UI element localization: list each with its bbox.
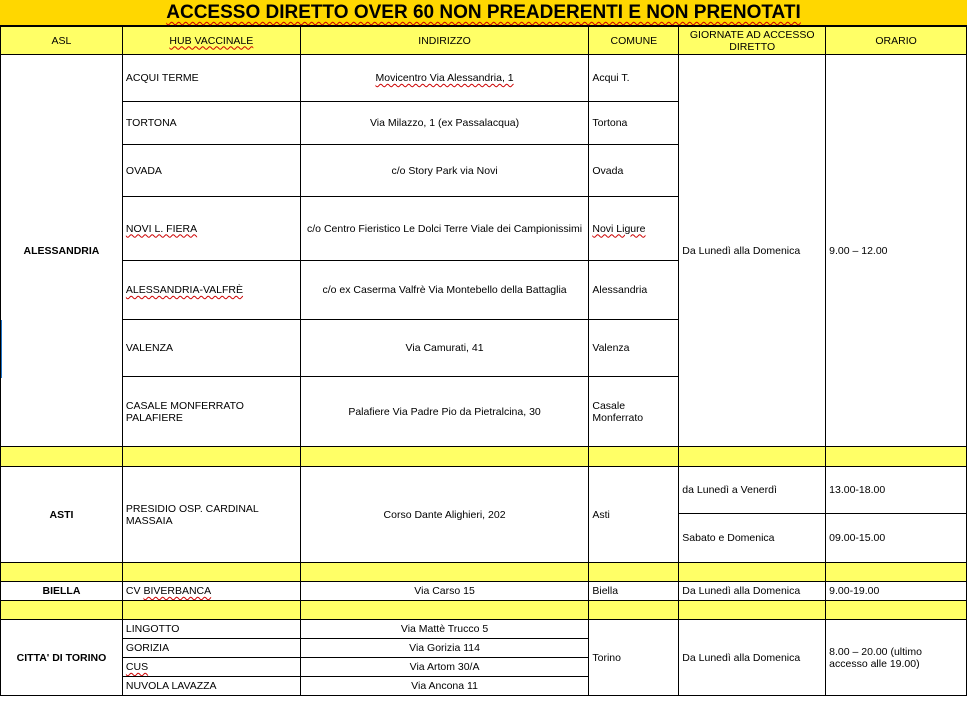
asl-asti[interactable]: ASTI <box>1 467 123 563</box>
separator-row <box>1 447 967 467</box>
empty-cell[interactable] <box>826 601 967 620</box>
header-orario[interactable]: ORARIO <box>826 27 967 55</box>
comune-cell[interactable]: Alessandria <box>589 261 679 320</box>
asl-torino[interactable]: CITTA' DI TORINO <box>1 620 123 696</box>
table-row <box>1 582 967 601</box>
address-cell[interactable]: Via Mattè Trucco 5 <box>300 620 589 639</box>
orario-cell[interactable]: 13.00-18.00 <box>826 467 967 514</box>
separator-row <box>1 601 967 620</box>
hub-cell[interactable]: CV BIVERBANCA <box>122 582 300 601</box>
hub-cell[interactable]: CASALE MONFERRATO PALAFIERE <box>122 377 300 447</box>
orario-cell[interactable]: 09.00-15.00 <box>826 514 967 563</box>
address-cell[interactable]: c/o ex Caserma Valfrè Via Montebello della Battaglia <box>300 261 589 320</box>
asl-biella[interactable]: BIELLA <box>1 582 123 601</box>
sheet-title: ACCESSO DIRETTO OVER 60 NON PREADERENTI E NON PRENOTATI <box>0 0 967 26</box>
address-cell[interactable]: c/o Story Park via Novi <box>300 145 589 197</box>
table-row <box>1 620 967 639</box>
orario-cell[interactable]: 9.00-19.00 <box>826 582 967 601</box>
empty-cell[interactable] <box>826 447 967 467</box>
hub-cell[interactable]: VALENZA <box>122 320 300 377</box>
hub-cell[interactable]: NOVI L. FIERA <box>122 197 300 261</box>
orario-alessandria[interactable]: 9.00 – 12.00 <box>826 55 967 447</box>
empty-cell[interactable] <box>1 563 123 582</box>
giornate-torino[interactable]: Da Lunedì alla Domenica <box>679 620 826 696</box>
empty-cell[interactable] <box>122 601 300 620</box>
address-cell[interactable]: Via Artom 30/A <box>300 658 589 677</box>
asl-alessandria[interactable]: ALESSANDRIA <box>1 55 123 447</box>
empty-cell[interactable] <box>589 601 679 620</box>
comune-cell[interactable]: Novi Ligure <box>589 197 679 261</box>
header-indirizzo[interactable]: INDIRIZZO <box>300 27 589 55</box>
empty-cell[interactable] <box>679 601 826 620</box>
orario-torino[interactable]: 8.00 – 20.00 (ultimo accesso alle 19.00) <box>826 620 967 696</box>
table-row <box>1 467 967 514</box>
comune-cell[interactable]: Casale Monferrato <box>589 377 679 447</box>
empty-cell[interactable] <box>679 447 826 467</box>
empty-cell[interactable] <box>589 563 679 582</box>
empty-cell[interactable] <box>300 563 589 582</box>
address-cell[interactable]: Via Milazzo, 1 (ex Passalacqua) <box>300 102 589 145</box>
header-giornate[interactable]: GIORNATE AD ACCESSO DIRETTO <box>679 27 826 55</box>
comune-cell[interactable]: Asti <box>589 467 679 563</box>
table-row <box>1 55 967 102</box>
empty-cell[interactable] <box>300 447 589 467</box>
address-cell[interactable]: Via Camurati, 41 <box>300 320 589 377</box>
empty-cell[interactable] <box>122 563 300 582</box>
address-cell[interactable]: Corso Dante Alighieri, 202 <box>300 467 589 563</box>
hub-cell[interactable]: TORTONA <box>122 102 300 145</box>
address-cell[interactable]: Via Carso 15 <box>300 582 589 601</box>
giornate-cell[interactable]: da Lunedì a Venerdì <box>679 467 826 514</box>
comune-cell[interactable]: Ovada <box>589 145 679 197</box>
hub-cell[interactable]: PRESIDIO OSP. CARDINAL MASSAIA <box>122 467 300 563</box>
address-cell[interactable]: Via Ancona 11 <box>300 677 589 696</box>
hub-cell[interactable]: ALESSANDRIA-VALFRÈ <box>122 261 300 320</box>
empty-cell[interactable] <box>1 601 123 620</box>
comune-cell[interactable]: Acqui T. <box>589 55 679 102</box>
hub-cell[interactable]: LINGOTTO <box>122 620 300 639</box>
header-comune[interactable]: COMUNE <box>589 27 679 55</box>
address-cell[interactable]: Via Gorizia 114 <box>300 639 589 658</box>
comune-cell[interactable]: Biella <box>589 582 679 601</box>
empty-cell[interactable] <box>300 601 589 620</box>
vaccination-hub-table <box>0 26 967 696</box>
header-row <box>1 27 967 55</box>
header-asl[interactable]: ASL <box>1 27 123 55</box>
hub-cell[interactable]: OVADA <box>122 145 300 197</box>
comune-cell[interactable]: Tortona <box>589 102 679 145</box>
giornate-cell[interactable]: Sabato e Domenica <box>679 514 826 563</box>
hub-cell[interactable]: ACQUI TERME <box>122 55 300 102</box>
empty-cell[interactable] <box>1 447 123 467</box>
empty-cell[interactable] <box>589 447 679 467</box>
comune-cell[interactable]: Valenza <box>589 320 679 377</box>
header-hub[interactable]: HUB VACCINALE <box>122 27 300 55</box>
hub-cell[interactable]: CUS <box>122 658 300 677</box>
hub-cell[interactable]: GORIZIA <box>122 639 300 658</box>
empty-cell[interactable] <box>826 563 967 582</box>
empty-cell[interactable] <box>122 447 300 467</box>
giornate-alessandria[interactable]: Da Lunedì alla Domenica <box>679 55 826 447</box>
address-cell[interactable]: c/o Centro Fieristico Le Dolci Terre Viale dei Campionissimi <box>300 197 589 261</box>
separator-row <box>1 563 967 582</box>
empty-cell[interactable] <box>679 563 826 582</box>
address-cell[interactable]: Palafiere Via Padre Pio da Pietralcina, 30 <box>300 377 589 447</box>
comune-torino[interactable]: Torino <box>589 620 679 696</box>
giornate-cell[interactable]: Da Lunedì alla Domenica <box>679 582 826 601</box>
hub-cell[interactable]: NUVOLA LAVAZZA <box>122 677 300 696</box>
address-cell[interactable]: Movicentro Via Alessandria, 1 <box>300 55 589 102</box>
